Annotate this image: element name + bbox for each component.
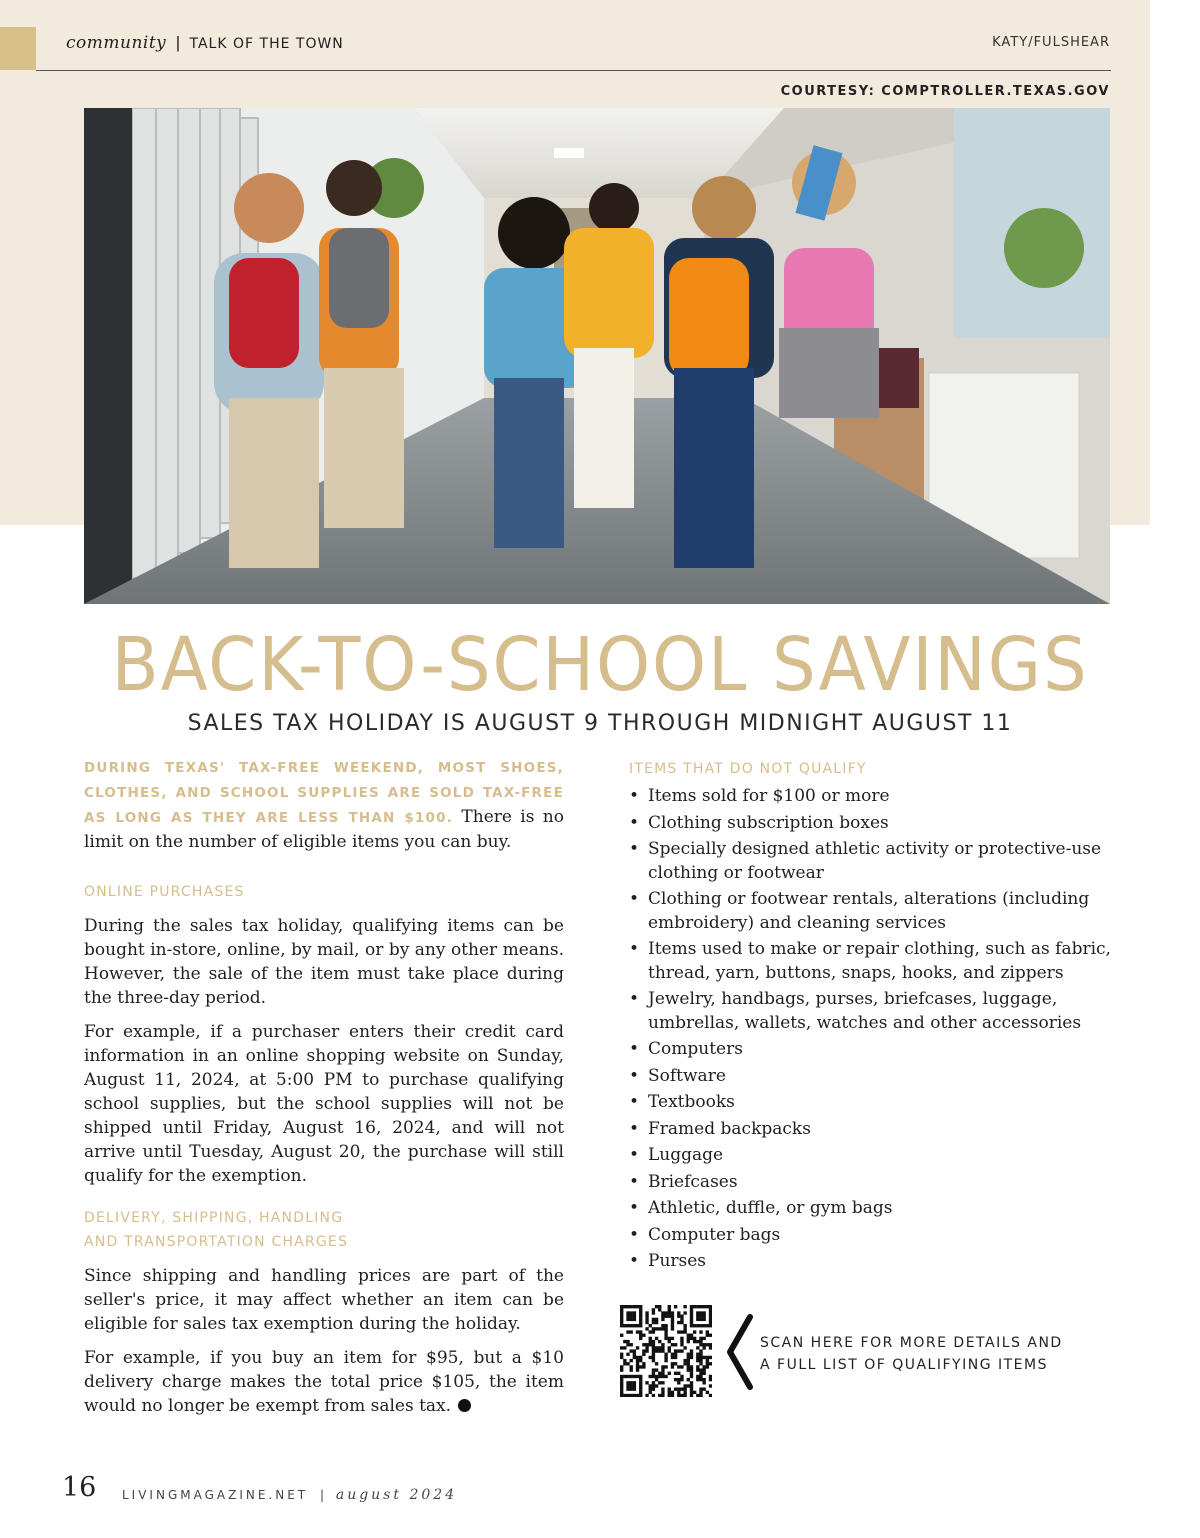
list-item: • Specially designed athletic activity or protective-use clothing or footwear <box>629 838 1119 885</box>
list-item: • Items sold for $100 or more <box>629 785 1119 809</box>
hero-photo <box>84 108 1110 604</box>
footer <box>122 1487 457 1503</box>
delivery-heading-line-2: AND TRANSPORTATION CHARGES <box>84 1234 349 1250</box>
not-qualify-heading: ITEMS THAT DO NOT QUALIFY <box>629 761 867 777</box>
list-item: • Software <box>629 1065 1119 1089</box>
list-item: • Luggage <box>629 1144 1119 1168</box>
section-label <box>66 33 344 53</box>
online-heading: ONLINE PURCHASES <box>84 884 245 900</box>
page-number: 16 <box>62 1472 97 1503</box>
footer-site: LIVINGMAGAZINE.NET <box>122 1488 309 1502</box>
list-item: • Textbooks <box>629 1091 1119 1115</box>
footer-issue: august 2024 <box>335 1487 458 1503</box>
article-headline: BACK-TO-SCHOOL SAVINGS <box>111 622 1089 708</box>
region-label: KATY/FULSHEAR <box>992 35 1110 50</box>
section-tab <box>0 27 36 70</box>
footer-separator: | <box>319 1488 325 1502</box>
left-column <box>84 755 564 1418</box>
chevron-left-icon <box>722 1313 756 1395</box>
qr-caption-line-1: SCAN HERE FOR MORE DETAILS AND <box>760 1335 1063 1351</box>
delivery-heading-line-1: DELIVERY, SHIPPING, HANDLING <box>84 1210 344 1226</box>
list-item: • Clothing or footwear rentals, alterations (including embroidery) and cleaning services <box>629 888 1119 935</box>
list-item: • Computer bags <box>629 1224 1119 1248</box>
delivery-paragraph-1: Since shipping and handling prices are part of the seller's price, it may affect whether an item can be eligible for sales tax exemption during the holiday. <box>84 1266 564 1334</box>
photo-credit: COURTESY: COMPTROLLER.TEXAS.GOV <box>780 84 1110 99</box>
right-column <box>629 757 1119 1277</box>
lead-text: DURING TEXAS' TAX-FREE WEEKEND, MOST SHOES, CLOTHES, AND SCHOOL SUPPLIES ARE SOLD TAX-FREE AS LONG AS THEY ARE LESS THAN $100. <box>84 760 564 826</box>
not-qualify-list <box>629 785 1119 1274</box>
list-item: • Purses <box>629 1250 1119 1274</box>
list-item: • Jewelry, handbags, purses, briefcases, luggage, umbrellas, wallets, watches and other accessories <box>629 988 1119 1035</box>
lead-rest: There is no limit on the number of eligible items you can buy. <box>84 807 564 852</box>
list-item: • Athletic, duffle, or gym bags <box>629 1197 1119 1221</box>
lead-paragraph <box>84 755 564 854</box>
online-paragraph-2: For example, if a purchaser enters their credit card information in an online shopping website on Sunday, August 11, 2024, at 5:00 PM to purchase qualifying school supplies, but the school supplies will not be shipped until Friday, August 16, 2024, and will not arrive until Tuesday, August 20, the purchase will still qualify for the exemption. <box>84 1022 564 1186</box>
section-separator: | <box>175 33 181 52</box>
qr-code[interactable] <box>620 1305 712 1401</box>
article-subhead: SALES TAX HOLIDAY IS AUGUST 9 THROUGH MIDNIGHT AUGUST 11 <box>187 711 1013 736</box>
list-item: • Framed backpacks <box>629 1118 1119 1142</box>
qr-caption-line-2: A FULL LIST OF QUALIFYING ITEMS <box>760 1357 1048 1373</box>
column-name: TALK OF THE TOWN <box>189 36 344 52</box>
delivery-paragraph-2 <box>84 1346 564 1418</box>
header-divider <box>36 70 1111 71</box>
list-item: • Computers <box>629 1038 1119 1062</box>
online-paragraph-1: During the sales tax holiday, qualifying items can be bought in-store, online, by mail, or by any other means. However, the sale of the item must take place during the three-day period. <box>84 916 564 1008</box>
end-mark-icon <box>458 1399 471 1412</box>
list-item: • Briefcases <box>629 1171 1119 1195</box>
qr-caption <box>760 1332 1063 1376</box>
section-name: community <box>66 33 167 53</box>
list-item: • Clothing subscription boxes <box>629 812 1119 836</box>
list-item: • Items used to make or repair clothing, such as fabric, thread, yarn, buttons, snaps, hooks, and zippers <box>629 938 1119 985</box>
delivery-paragraph-2-text: For example, if you buy an item for $95, but a $10 delivery charge makes the total price $105, the item would no longer be exempt from sales tax. <box>84 1348 564 1416</box>
